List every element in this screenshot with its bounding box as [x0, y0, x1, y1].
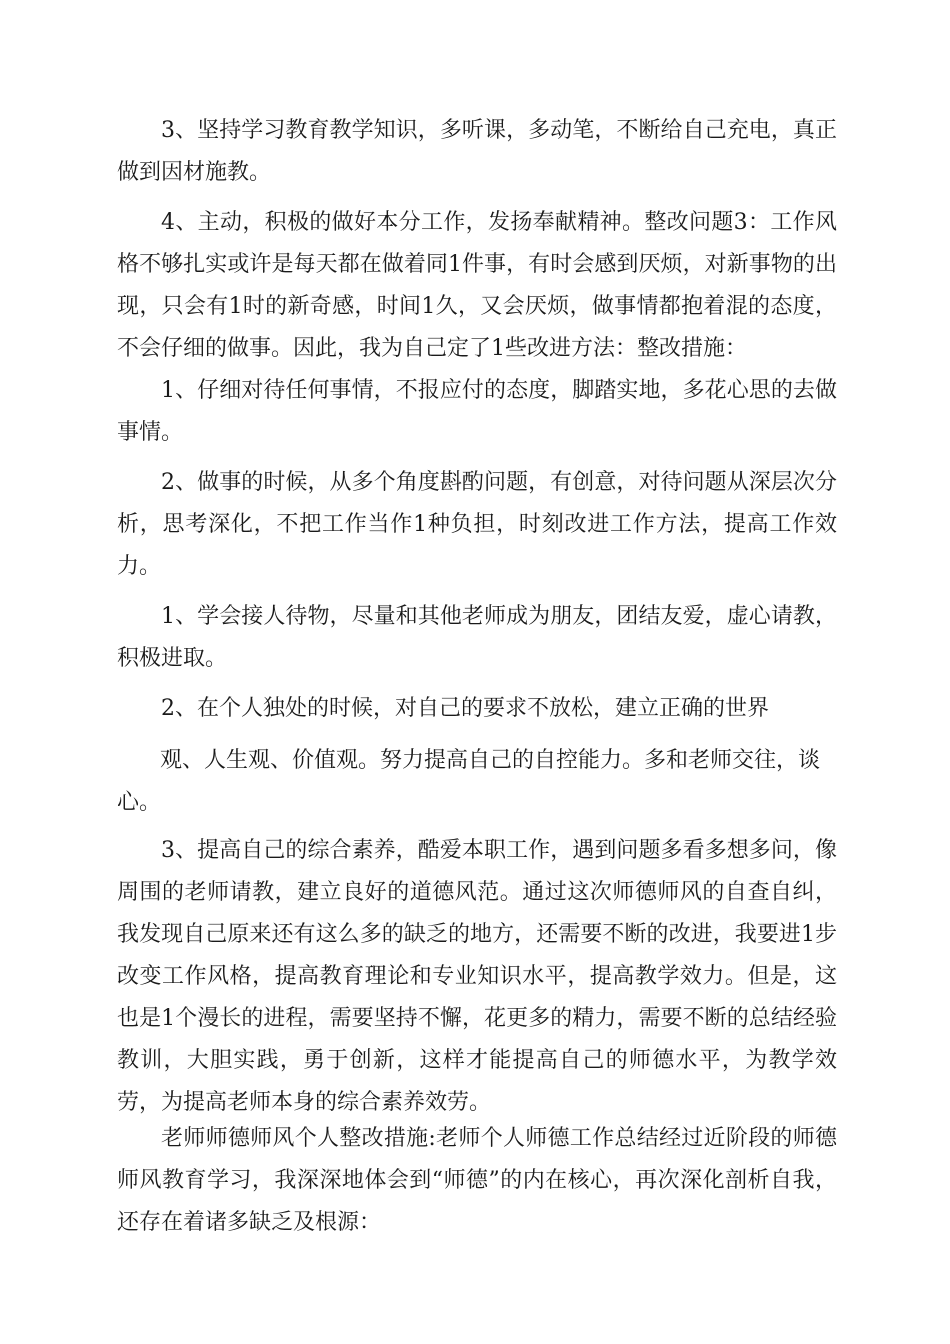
paragraph-worldview-line: 观、人生观、价值观。努力提高自己的自控能力。多和老师交往，谈 — [160, 748, 821, 773]
paragraph-item-4-work-style: 4、主动，积极的做好本分工作，发扬奉献精神。整改问题3：工作风格不够扎实或许是每天都在做着同1件事，有时会感到厌烦，对新事物的出现，只会有1时的新奇感，时间1久，又会厌烦，做事情都抱着混的态度，不会仔细的做事。因此，我为自己定了1些改进方法：整改措施： — [117, 210, 837, 361]
paragraph-measure-2-perspectives: 2、做事的时候，从多个角度斟酌问题，有创意，对待问题从深层次分析，思考深化，不把工作当作1种负担，时刻改进工作方法，提高工作效力。 — [117, 470, 837, 579]
paragraph-item-3-study: 3、坚持学习教育教学知识，多听课，多动笔，不断给自己充电，真正做到因材施教。 — [117, 118, 837, 185]
paragraph-heart-line: 心。 — [117, 790, 162, 815]
paragraph-measure-1-careful: 1、仔细对待任何事情，不报应付的态度，脚踏实地，多花心思的去做事情。 — [117, 378, 837, 445]
paragraph-measure-1-relations: 1、学会接人待物，尽量和其他老师成为朋友，团结友爱，虚心请教，积极进取。 — [117, 604, 837, 671]
paragraph-measure-3-quality: 3、提高自己的综合素养，酷爱本职工作，遇到问题多看多想多问，像周围的老师请教，建立良好的道德风范。通过这次师德师风的自查自纠，我发现自己原来还有这么多的缺乏的地方，还需要不断的改进，我要进1步改变工作风格，提高教育理论和专业知识水平，提高教学效力。但是，这也是1个漫长的进程，需要坚持不懈，花更多的精力，需要不断的总结经验教训，大胆实践，勇于创新，这样才能提高自己的师德水平，为教学效劳，为提高老师本身的综合素养效劳。 — [117, 838, 837, 1115]
paragraph-summary-intro: 老师师德师风个人整改措施:老师个人师德工作总结经过近阶段的师德师风教育学习，我深深地体会到“师德”的内在核心，再次深化剖析自我，还存在着诸多缺乏及根源： — [117, 1126, 837, 1235]
paragraph-measure-2-alone: 2、在个人独处的时候，对自己的要求不放松，建立正确的世界 — [161, 696, 769, 721]
